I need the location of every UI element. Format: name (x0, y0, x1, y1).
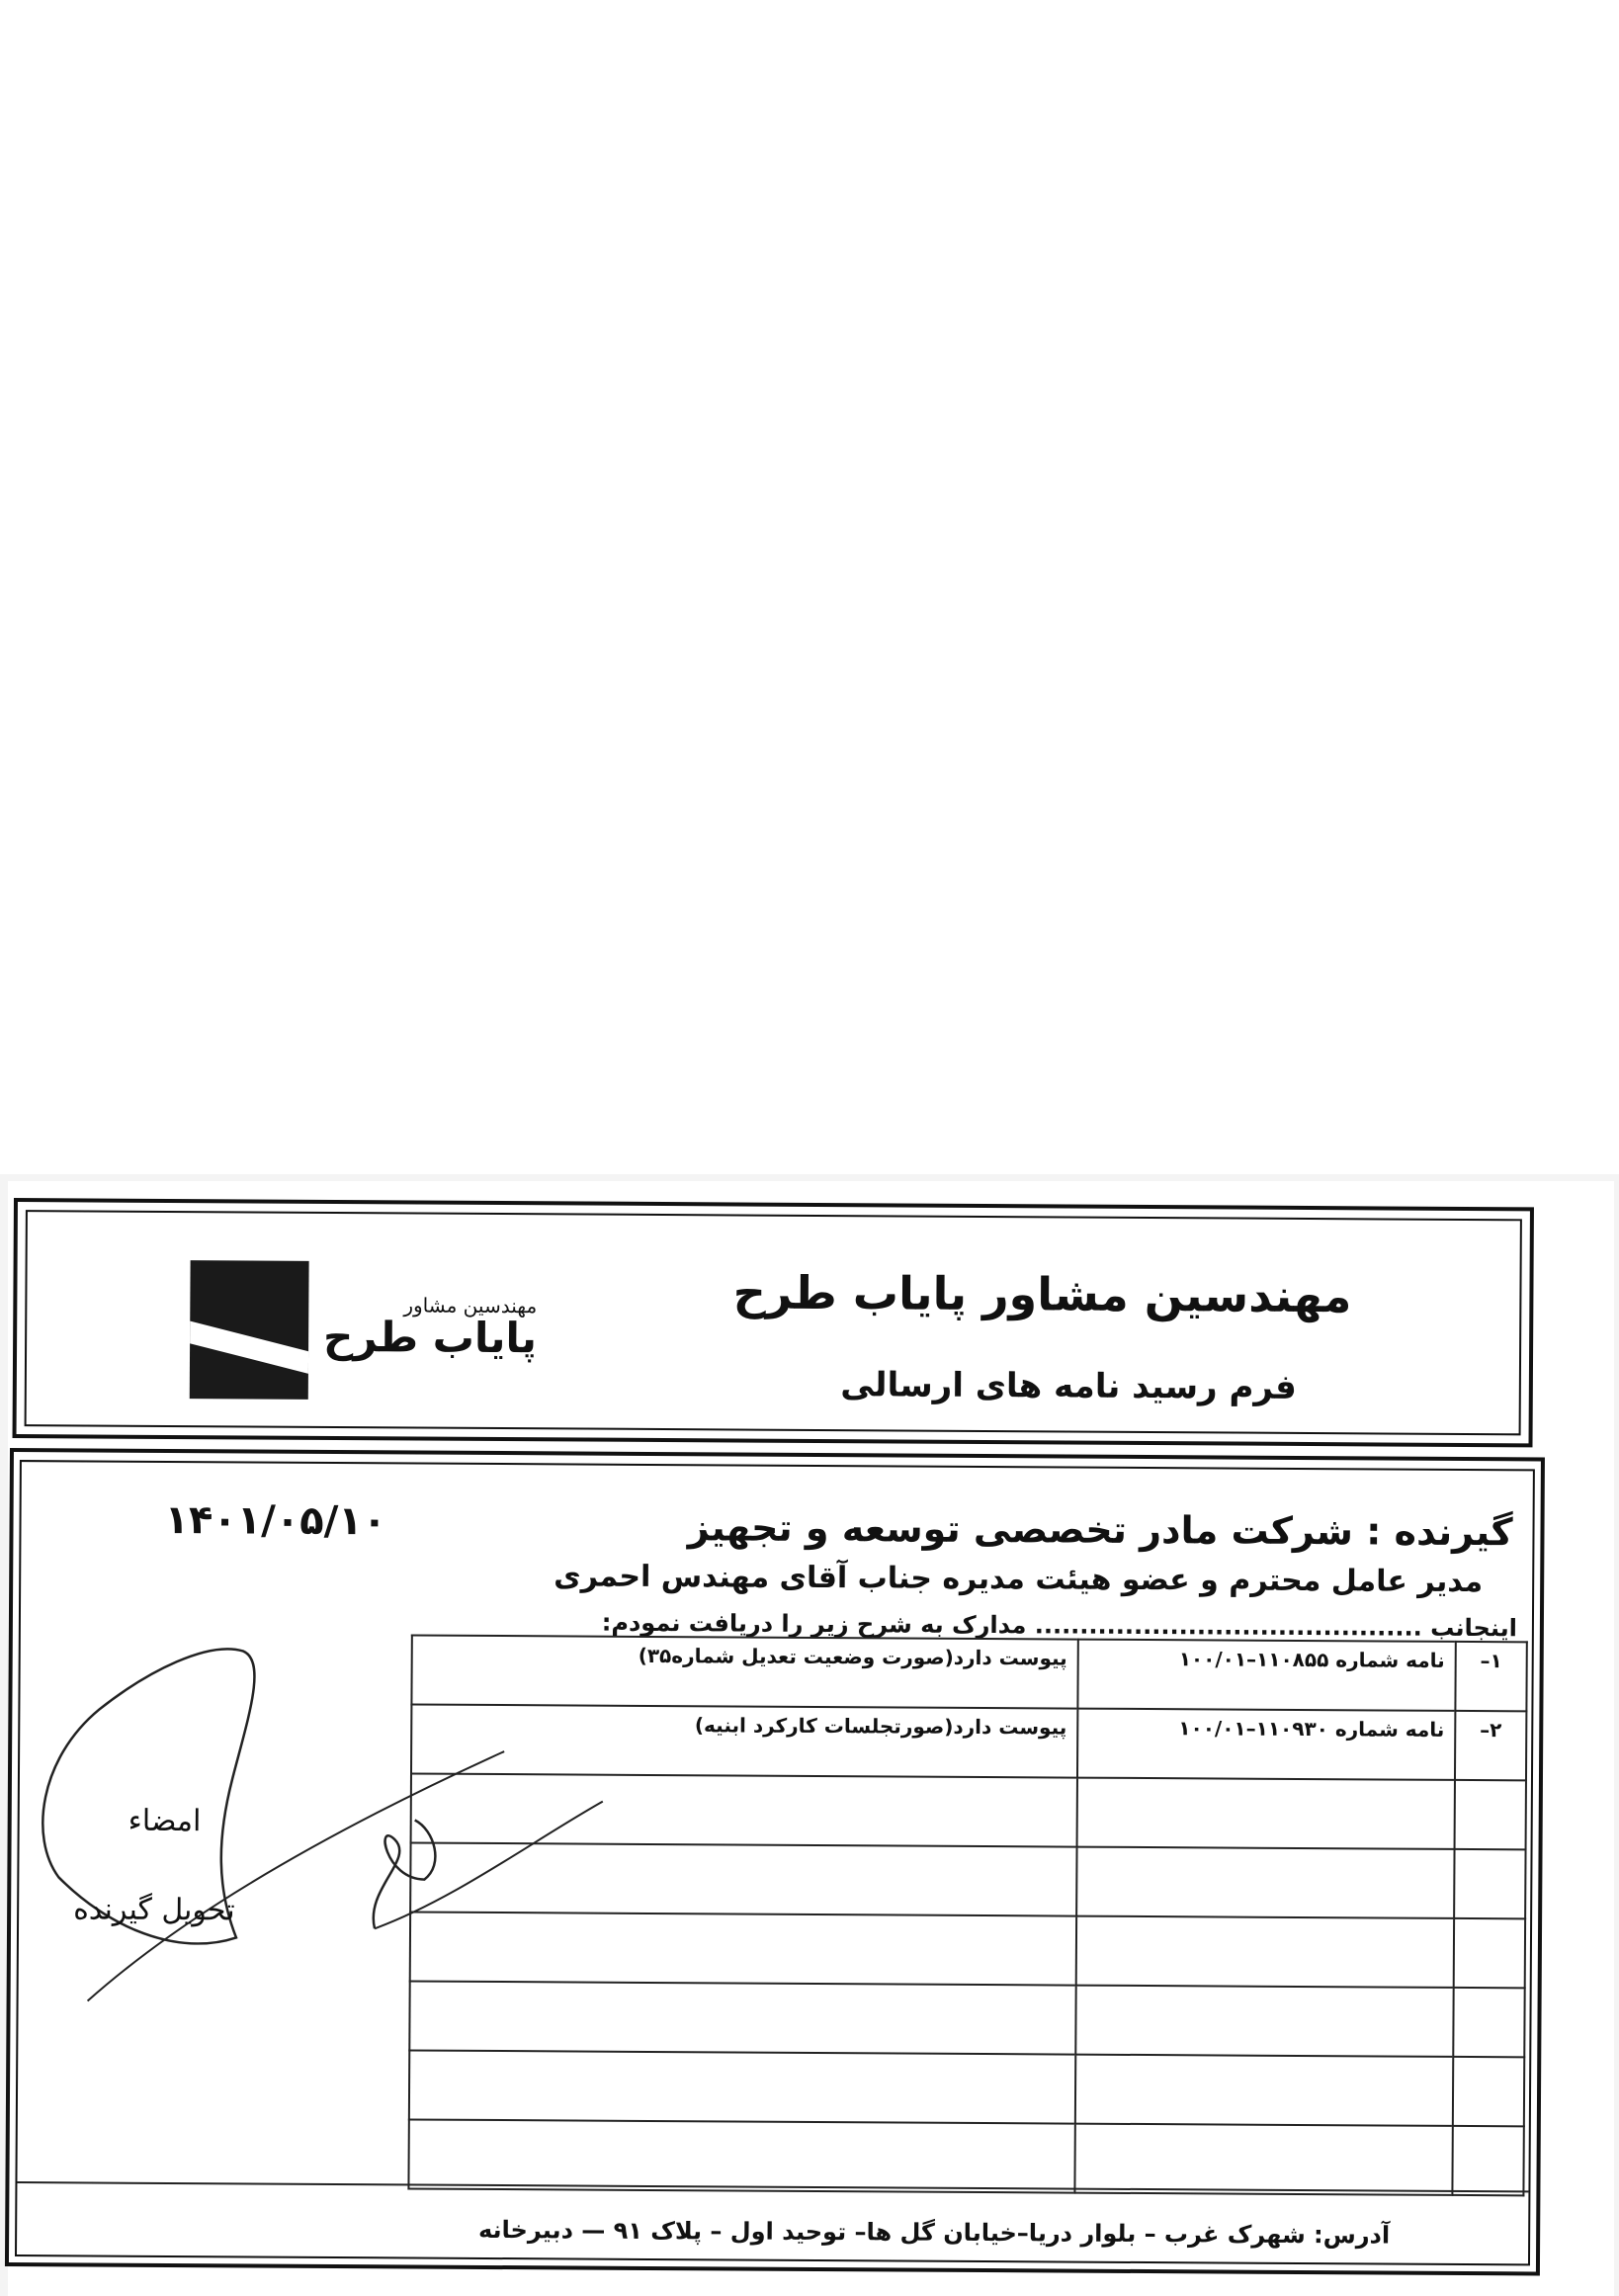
table-row (409, 2050, 1524, 2126)
logo-big-text: پایاب طرح (322, 1312, 538, 1363)
recipient-line: گیرنده : شرکت مادر تخصصی توسعه و تجهیز (687, 1505, 1513, 1555)
row-number (1453, 2057, 1524, 2126)
company-logo-icon (190, 1260, 309, 1400)
body-inner-frame (15, 1460, 1535, 2265)
logo-wordmark (322, 1293, 538, 1363)
row-number (1455, 1780, 1526, 1849)
row-number (1454, 1849, 1525, 1918)
form-title: فرم رسید نامه های ارسالی (840, 1365, 1297, 1407)
addressee-line: مدیر عامل محترم و عضو هیئت مدیره جناب آقای مهندس احمری (554, 1559, 1484, 1600)
description-cell (411, 1773, 1077, 1846)
header-box (13, 1198, 1534, 1447)
letter-number-cell (1077, 1778, 1455, 1849)
row-number (1454, 1918, 1525, 1988)
table-row (411, 1635, 1526, 1711)
description-cell (408, 2119, 1074, 2192)
letter-number-cell (1076, 1916, 1454, 1988)
letter-number-cell (1075, 1986, 1453, 2057)
logo-stripe (190, 1319, 309, 1377)
header-inner-frame (25, 1210, 1522, 1435)
letter-number-cell (1076, 1847, 1454, 1918)
description-cell: پیوست دارد(صورتجلسات کارکرد ابنیه) (411, 1704, 1077, 1777)
letter-number-cell: نامه شماره ۱۱۰۸۵۵–۱۰۰/۰۱ (1077, 1640, 1455, 1711)
signature-label: امضاء (128, 1803, 202, 1839)
row-number: ۱– (1455, 1642, 1526, 1711)
receiver-label: تحویل گیرنده (73, 1892, 235, 1928)
description-cell (410, 1912, 1076, 1985)
table-row (409, 1981, 1524, 2057)
logo-small-text: مهندسین مشاور (403, 1293, 538, 1318)
row-number: ۲– (1455, 1711, 1526, 1780)
table-row (411, 1773, 1526, 1849)
description-cell (409, 2050, 1075, 2123)
letter-number-cell (1075, 2055, 1453, 2126)
description-cell (410, 1842, 1076, 1915)
table-row (410, 1842, 1525, 1918)
documents-table (407, 1634, 1527, 2196)
table-row (411, 1704, 1526, 1780)
description-cell (409, 1981, 1075, 2054)
letter-number-cell: نامه شماره ۱۱۰۹۳۰–۱۰۰/۰۱ (1077, 1709, 1455, 1780)
row-number (1453, 1988, 1524, 2057)
letter-date: ۱۴۰۱/۰۵/۱۰ (164, 1496, 387, 1545)
body-box (5, 1448, 1545, 2275)
description-cell: پیوست دارد(صورت وضعیت تعدیل شماره۳۵) (411, 1635, 1077, 1708)
letter-number-cell (1074, 2124, 1452, 2195)
row-number (1452, 2126, 1523, 2195)
table-row (410, 1912, 1525, 1988)
intro-line: اینجانب ........................................... مدارک به شرح زیر را دریافت نمودم: (601, 1608, 1518, 1643)
company-name: مهندسین مشاور پایاب طرح (732, 1265, 1352, 1323)
company-address: آدرس: شهرک غرب – بلوار دریا–خیابان گل ها– توحید اول – پلاک ۹۱ — دبیرخانه (477, 2215, 1391, 2250)
